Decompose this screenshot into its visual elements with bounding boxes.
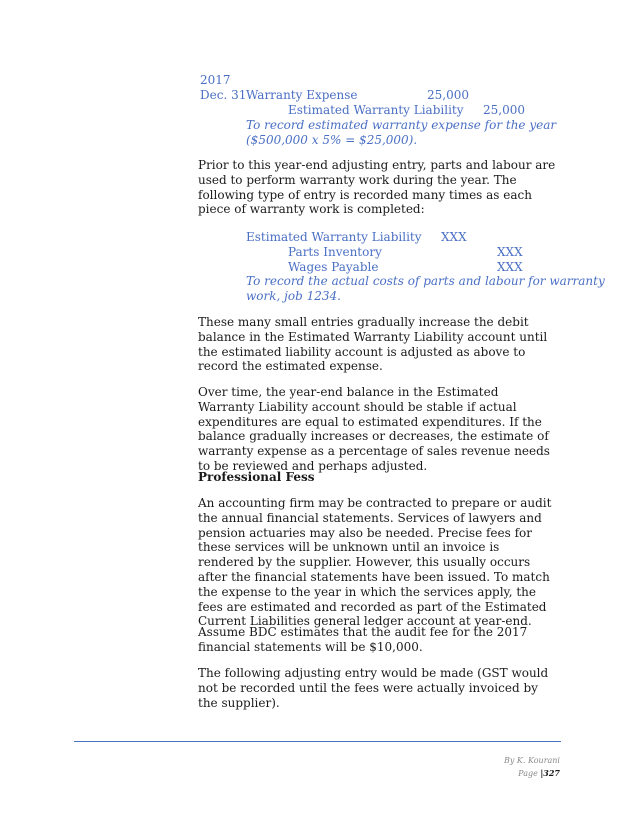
paragraph-6: The following adjusting entry would be made (GST would not be recorded until the fees were actually invoiced by the supplier). <box>198 666 549 710</box>
paragraph-1: Prior to this year-end adjusting entry, parts and labour are used to perform warranty work during the year. The following type of entry is recorded many times as each piece of warranty work is completed: <box>198 158 556 217</box>
entry-memo-line2: work, job 1234. <box>246 289 341 303</box>
credit-amount-wages: XXX <box>497 260 523 274</box>
page-label: Page <box>518 769 538 778</box>
entry-date: Dec. 31 <box>200 88 247 102</box>
page-separator: | <box>540 768 544 778</box>
section-heading: Professional Fess <box>198 470 315 484</box>
credit-amount-parts: XXX <box>497 245 523 259</box>
entry-memo-line2: ($500,000 x 5% = $25,000). <box>246 133 418 147</box>
paragraph-4: An accounting firm may be contracted to prepare or audit the annual financial statements. Services of lawyers and pension actuaries may also be needed. Precise fees for these services will be unknown until an invoice is rendered by the supplier. However, this usually occurs after the financial statements have been issued. To match the expense to the year in which the services apply, the fees are estimated and recorded as part of the Estimated Current Liabilities general ledger account at year-end. <box>198 496 552 629</box>
footer-divider <box>74 741 561 742</box>
paragraph-3: Over time, the year-end balance in the Estimated Warranty Liability account should be stable if actual expenditures are equal to estimated expenditures. If the balance gradually increases or decreases, the estimate of warranty expense as a percentage of sales revenue needs to be reviewed and perhaps adjusted. <box>198 385 550 473</box>
entry-memo-line1: To record the actual costs of parts and labour for warranty <box>246 274 605 288</box>
credit-account: Estimated Warranty Liability <box>288 103 464 117</box>
footer-page <box>518 768 560 778</box>
debit-amount: XXX <box>441 230 467 244</box>
debit-account: Estimated Warranty Liability <box>246 230 422 244</box>
footer-author: By K. Kourani <box>503 756 560 765</box>
credit-amount: 25,000 <box>483 103 525 117</box>
entry-year: 2017 <box>200 73 231 87</box>
credit-account-parts: Parts Inventory <box>288 245 382 259</box>
debit-amount: 25,000 <box>427 88 469 102</box>
page-number: 327 <box>543 768 560 778</box>
credit-account-wages: Wages Payable <box>288 260 379 274</box>
paragraph-2: These many small entries gradually increase the debit balance in the Estimated Warranty Liability account until the estimated liability account is adjusted as above to record the estimated expense. <box>198 315 548 374</box>
entry-memo-line1: To record estimated warranty expense for the year <box>246 118 557 132</box>
paragraph-5: Assume BDC estimates that the audit fee for the 2017 financial statements will be $10,000. <box>198 625 528 654</box>
debit-account: Warranty Expense <box>246 88 358 102</box>
